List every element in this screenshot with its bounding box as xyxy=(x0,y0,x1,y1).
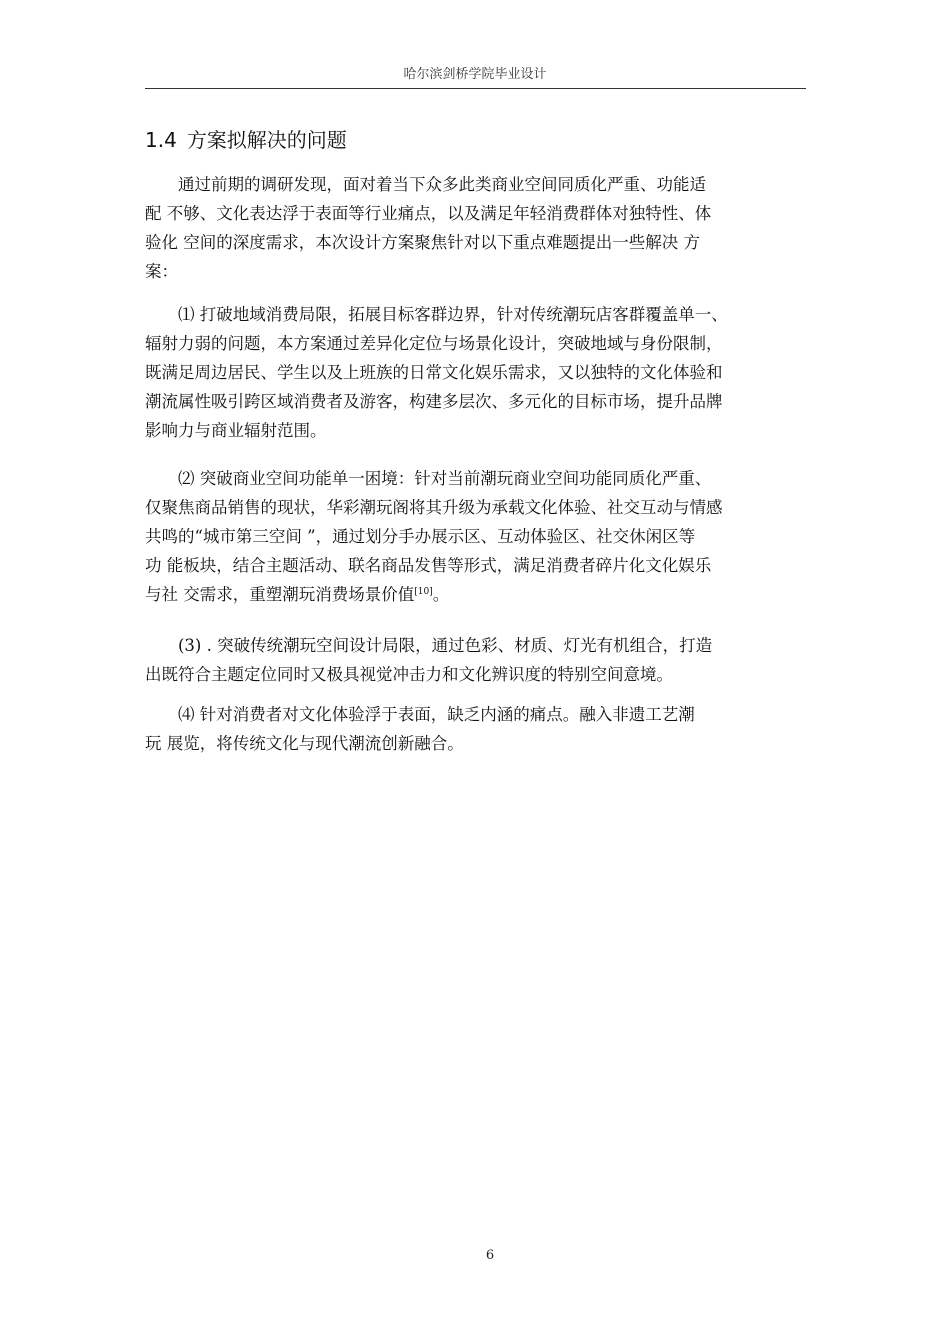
section-heading xyxy=(145,125,347,155)
text-line: 配 不够、文化表达浮于表面等行业痛点，以及满足年轻消费群体对独特性、体 xyxy=(145,204,712,223)
text-line: ⑴ 打破地域消费局限，拓展目标客群边界，针对传统潮玩店客群覆盖单一、 xyxy=(145,305,728,324)
text-segment: 。 xyxy=(432,585,450,604)
item-2-paragraph xyxy=(145,464,810,609)
text-line: 功 能板块，结合主题活动、联名商品发售等形式，满足消费者碎片化文化娱乐 xyxy=(145,556,712,575)
section-number: 1.4 xyxy=(145,128,177,152)
header-rule xyxy=(145,88,806,89)
text-line: ⑵ 突破商业空间功能单一困境：针对当前潮玩商业空间功能同质化严重、 xyxy=(145,469,712,488)
item-3-paragraph xyxy=(145,631,810,689)
text-line: 仅聚焦商品销售的现状，华彩潮玩阁将其升级为承载文化体验、社交互动与情感 xyxy=(145,498,723,517)
text-line: 潮流属性吸引跨区域消费者及游客，构建多层次、多元化的目标市场，提升品牌 xyxy=(145,392,723,411)
page-number: 6 xyxy=(485,1248,495,1263)
citation-reference[interactable]: [10] xyxy=(414,587,433,597)
text-line: 共鸣的“城市第三空间 ”，通过划分手办展示区、互动体验区、社交休闲区等 xyxy=(145,527,696,546)
text-line: 验化 空间的深度需求，本次设计方案聚焦针对以下重点难题提出一些解决 方 xyxy=(145,233,700,252)
running-header-title: 哈尔滨剑桥学院毕业设计 xyxy=(403,67,547,82)
text-line: ⑷ 针对消费者对文化体验浮于表面，缺乏内涵的痛点。融入非遗工艺潮 xyxy=(145,705,695,724)
item-4-paragraph xyxy=(145,700,810,758)
text-line: 通过前期的调研发现，面对着当下众多此类商业空间同质化严重、功能适 xyxy=(145,175,706,194)
text-line: 既满足周边居民、学生以及上班族的日常文化娱乐需求，又以独特的文化体验和 xyxy=(145,363,723,382)
intro-paragraph xyxy=(145,170,810,286)
section-title: 方案拟解决的问题 xyxy=(186,128,347,152)
text-segment: 与社 交需求，重塑潮玩消费场景价值 xyxy=(145,585,415,604)
text-line: (3) . 突破传统潮玩空间设计局限，通过色彩、材质、灯光有机组合，打造 xyxy=(145,636,713,655)
item-1-paragraph xyxy=(145,300,810,445)
text-line: 出既符合主题定位同时又极具视觉冲击力和文化辨识度的特别空间意境。 xyxy=(145,665,673,684)
text-line: 影响力与商业辐射范围。 xyxy=(145,421,327,440)
text-line: 案： xyxy=(145,262,178,281)
text-line: 辐射力弱的问题，本方案通过差异化定位与场景化设计，突破地域与身份限制， xyxy=(145,334,723,353)
text-line: 玩 展览，将传统文化与现代潮流创新融合。 xyxy=(145,734,464,753)
text-line xyxy=(145,580,810,609)
